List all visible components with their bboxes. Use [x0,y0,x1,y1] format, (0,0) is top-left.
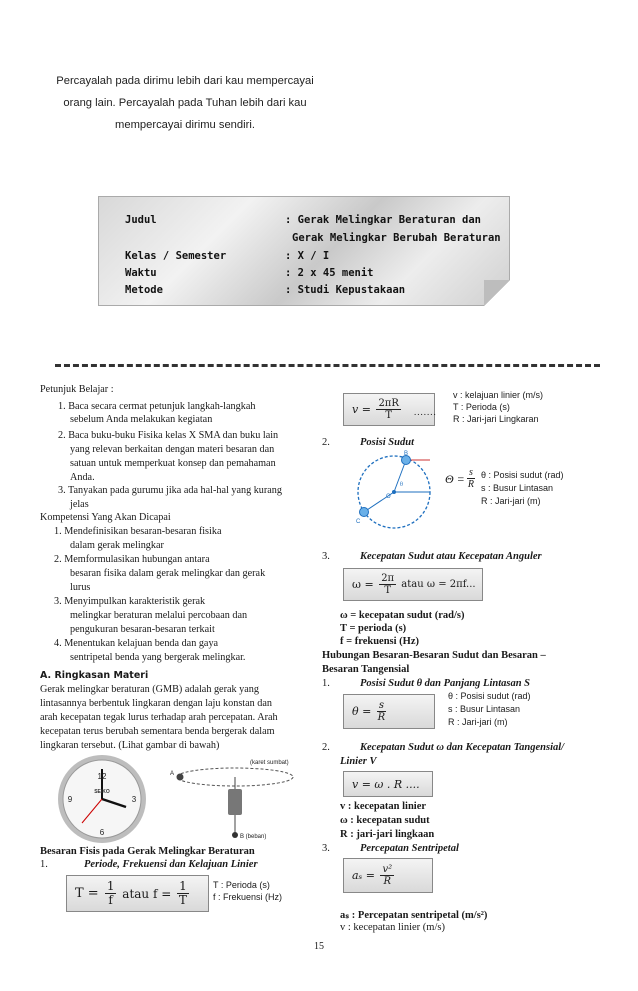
svg-text:O: O [386,494,391,500]
petunjuk-2b: yang relevan berkaitan dengan materi besaran dan [70,444,275,455]
def-kecepatan-linier-2: v : kecepatan linier (m/s) [340,922,445,933]
kompetensi-1a: 1. Mendefinisikan besaran-besaran fisika [54,526,222,537]
h3-title: Percepatan Sentripetal [360,843,459,854]
petunjuk-2a: 2. Baca buku-buku Fisika kelas X SMA dan buku lain [58,430,279,441]
def-kecepatan-linier: v : kecepatan linier [340,801,427,812]
kompetensi-3b: melingkar beraturan melalui percobaan dan [70,610,248,621]
ringkasan-title: A. Ringkasan Materi [40,670,149,681]
def-frekuensi: f = frekuensi (Hz) [340,636,419,647]
formula-centripetal: aₛ = $\frac{\text{v²}}{R}$ [343,858,433,893]
def-kecepatan-sudut: ω = kecepatan sudut (rad/s) [340,610,465,621]
ringkasan-line-4: kecepatan terus berubah sementara benda bergerak dalam [40,726,275,737]
item3-number: 3. [322,551,330,562]
clock-brand-text: SEIKO [94,789,110,795]
formula-period-frequency: T = $\frac{1}{f}$ atau f = $\frac{1}{T}$ [66,875,209,912]
formula-v-omega-r: v = ω . R .... [343,771,433,797]
legend-h1-posisi: θ : Posisi sudut (rad) [448,691,531,701]
item3-title: Kecepatan Sudut atau Kecepatan Anguler [360,551,542,562]
angular-position-diagram [342,450,442,532]
h3-number: 3. [322,843,330,854]
ringkasan-line-1: Gerak melingkar beraturan (GMB) adalah gerak yang [40,684,259,695]
svg-text:θ: θ [400,482,403,488]
def-perioda: T = perioda (s) [340,623,407,634]
lesson-info-box: Judul : Gerak Melingkar Beraturan dan Gerak Melingkar Berubah Beraturan Kelas / Semester : X / I Waktu : 2 x 45 menit Metode : Studi Kepustakaan [98,196,510,306]
petunjuk-2c: satuan untuk memperkuat konsep dan pemahaman [70,458,276,469]
svg-text:C: C [356,519,361,525]
legend-jari-jari: R : Jari-jari Lingkaran [453,414,539,424]
legend-perioda-2: T : Perioda (s) [453,402,510,412]
figure-label-a: A [170,771,175,777]
svg-text:6: 6 [99,828,105,837]
h2-number: 2. [322,742,330,753]
formula-theta-fraction: $\frac{s}{R}$ [467,467,474,490]
legend-h1-jari: R : Jari-jari (m) [448,717,508,727]
legend-perioda: T : Perioda (s) [213,880,270,890]
svg-text:3: 3 [131,795,137,804]
kompetensi-2a: 2. Memformulasikan hubungan antara [54,554,210,565]
petunjuk-1b: sebelum Anda melakukan kegiatan [70,414,213,425]
kompetensi-1b: dalam gerak melingkar [70,540,164,551]
formula-angular-velocity: ω = $\frac{2\pi}{T}$ atau ω = 2πf... [343,568,483,601]
besaran-title: Besaran Fisis pada Gerak Melingkar Beraturan [40,846,255,857]
petunjuk-1a: 1. Baca secara cermat petunjuk langkah-langkah [58,401,256,412]
ringkasan-line-5: lingkaran tersebut. (Lihat gambar di bawah) [40,740,220,751]
clock-image [58,755,146,843]
figure-label-karet: (karet sumbat) [250,760,289,766]
svg-text:12: 12 [97,772,107,781]
formula-theta-lhs: Θ = [445,472,465,486]
kompetensi-4b: sentripetal benda yang bergerak melingkar. [70,652,246,663]
kompetensi-4a: 4. Menentukan kelajuan benda dan gaya [54,638,219,649]
figure-label-beban: B (beban) [240,834,267,840]
section-divider [55,364,600,367]
legend-kelajuan-linier: v : kelajuan linier (m/s) [453,390,544,400]
ringkasan-line-2: lintasannya berbentuk lingkaran dengan laju konstan dan [40,698,272,709]
quote-line-3: mempercayai dirimu sendiri. [115,119,255,131]
motivational-quote [40,70,330,136]
h2-title-2: Linier V [340,756,377,767]
hubungan-title-2: Besaran Tangensial [322,664,410,675]
item1-number: 1. [40,859,48,870]
kompetensi-3a: 3. Menyimpulkan karakteristik gerak [54,596,206,607]
quote-line-1: Percayalah pada dirimu lebih dari kau mempercayai [56,75,314,87]
kompetensi-2c: lurus [70,582,91,593]
petunjuk-title: Petunjuk Belajar : [40,384,114,395]
formula-linear-speed: v = $\frac{2\pi R}{T}$ [343,393,435,426]
petunjuk-3a: 3. Tanyakan pada gurumu jika ada hal-hal yang kurang [58,485,282,496]
formula-theta-s-r: θ = $\frac{s}{R}$ [343,694,435,729]
h2-title-1: Kecepatan Sudut ω dan Kecepatan Tangensial/ [360,742,565,753]
svg-text:B: B [404,451,409,457]
def-percepatan-sentripetal: aₛ : Percepatan sentripetal (m/s²) [340,910,488,921]
quote-line-2: orang lain. Percayalah pada Tuhan lebih dari kau [63,97,307,109]
legend-posisi-sudut: θ : Posisi sudut (rad) [481,470,564,480]
page-number: 15 [314,941,324,952]
hubungan-title-1: Hubungan Besaran-Besaran Sudut dan Besaran – [322,650,546,661]
petunjuk-2d: Anda. [70,472,95,483]
gmb-figure [40,755,320,843]
legend-frekuensi: f : Frekuensi (Hz) [213,892,283,902]
petunjuk-3b: jelas [70,499,89,510]
h1-title: Posisi Sudut θ dan Panjang Lintasan S [360,678,531,689]
kompetensi-3c: pengukuran besaran-besaran terkait [70,624,215,635]
svg-text:9: 9 [67,795,73,804]
def-jari-jari-lingkaan: R : jari-jari lingkaan [340,829,435,840]
dotted-leader: ....... [414,407,437,417]
ringkasan-line-3: arah kecepatan tegak lurus terhadap arah percepatan. Arah [40,712,278,723]
item2-number: 2. [322,437,330,448]
kompetensi-title: Kompetensi Yang Akan Dicapai [40,512,171,523]
item2-title: Posisi Sudut [360,437,414,448]
item1-title: Periode, Frekuensi dan Kelajuan Linier [84,859,258,870]
legend-h1-busur: s : Busur Lintasan [448,704,521,714]
kompetensi-2b: besaran fisika dalam gerak melingkar dan gerak [70,568,266,579]
h1-number: 1. [322,678,330,689]
legend-busur: s : Busur Lintasan [481,483,554,493]
def-kecepatan-sudut-2: ω : kecepatan sudut [340,815,430,826]
legend-jari-jari-2: R : Jari-jari (m) [481,496,541,506]
